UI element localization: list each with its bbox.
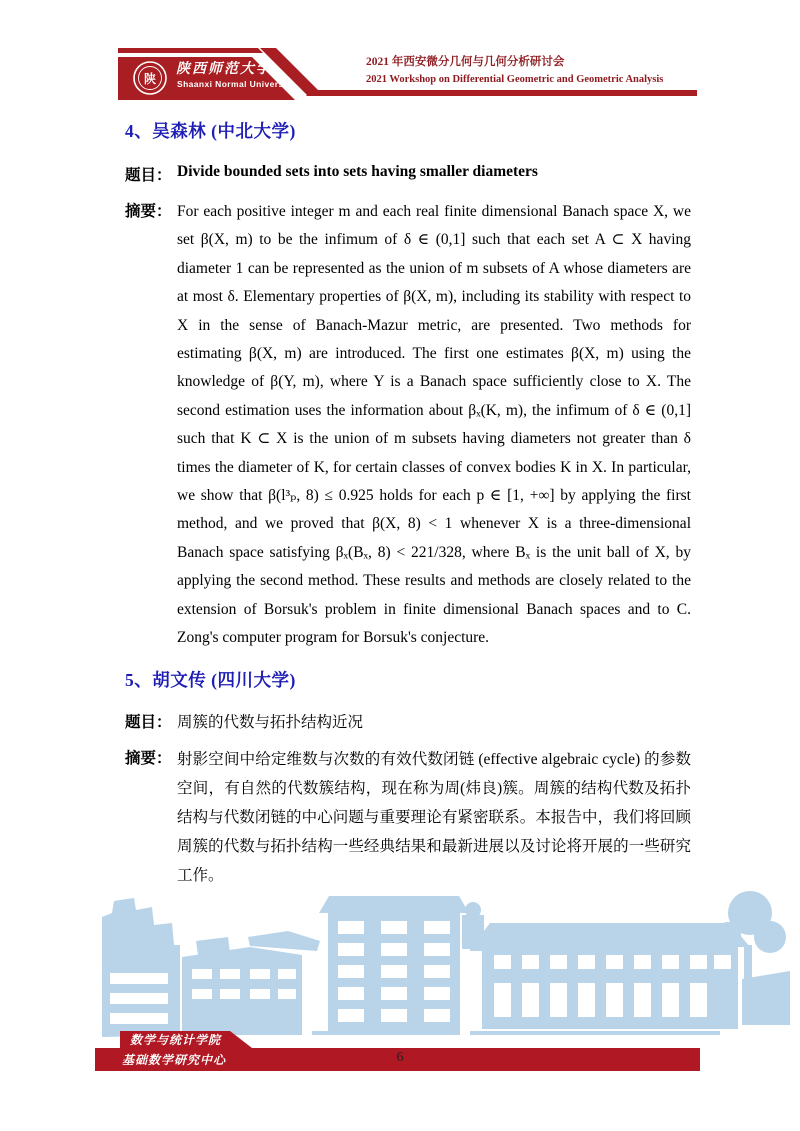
talk-title: Divide bounded sets into sets having smaller diameters: [177, 163, 538, 180]
speaker-heading: 5、胡文传 (四川大学): [125, 669, 296, 690]
footer-institute-line2: 基础数学研究中心: [122, 1053, 227, 1067]
talk-section-4: [125, 118, 691, 653]
university-seal-icon: [134, 62, 166, 94]
abstract-row: [125, 745, 691, 890]
conference-title: [366, 54, 663, 88]
page-content: [125, 118, 691, 904]
title-label: 题目：: [125, 713, 172, 731]
page-number: 6: [396, 1050, 404, 1065]
footer-institute-line1: 数学与统计学院: [130, 1033, 222, 1047]
talk-section-5: [125, 667, 691, 890]
title-row: [125, 163, 691, 185]
conference-title-en: 2021 Workshop on Differential Geometric and Geometric Analysis: [366, 74, 664, 85]
abstract-text: For each positive integer m and each real finite dimensional Banach space X, we set β(X, m) to be the infimum of δ ∈ (0,1] such that each set A ⊂ X having diameter 1 can be represented as the union of m subsets of A whose diameters are at most δ. Elementary properties of β(X, m), including its stability with respect to X in the sense of Banach-Mazur metric, are presented. Two methods for estimating β(X, m) are introduced. The first one estimates β(X, m) using the knowledge of β(Y, m), where Y is a Banach space sufficiently close to X. The second estimation uses the information about βₓ(K, m), the infimum of δ ∈ (0,1] such that K ⊂ X is the union of m subsets having diameters not greater than δ times the diameter of K, for certain classes of convex bodies K in X. In particular, we show that β(l³ₚ, 8) ≤ 0.925 holds for each p ∈ [1, +∞] by applying the first method, and we proved that β(X, 8) < 1 whenever X is a three-dimensional Banach space satisfying βₓ(Bₓ, 8) < 221/328, where Bₓ is the unit ball of X, by applying the second method. These results and methods are closely related to the extension of Borsuk's problem in finite dimensional Banach spaces and to C. Zong's computer program for Borsuk's conjecture.: [177, 203, 691, 647]
abstract-row: [125, 198, 691, 653]
abstract-label: 摘要：: [125, 749, 172, 767]
svg-text:陕: 陕: [143, 72, 157, 86]
speaker-heading: 4、吴森林 (中北大学): [125, 121, 296, 141]
title-label: 题目：: [125, 167, 172, 184]
university-name-en: Shaanxi Normal University: [177, 79, 295, 89]
abstract-label: 摘要：: [125, 203, 172, 220]
talk-title: 周簇的代数与拓扑结构近况: [177, 713, 364, 731]
abstract-text: 射影空间中给定维数与次数的有效代数闭链 (effective algebraic cycle) 的参数空间，有自然的代数簇结构，现在称为周(炜良)簇。周簇的结构代数及拓扑结构与代数闭链的中心问题与重要理论有紧密联系。本报告中，我们将回顾周簇的代数与拓扑结构一些经典结果和最新进展以及讨论将开展的一些研究工作。: [177, 750, 691, 884]
title-row: [125, 710, 691, 732]
conference-title-cn: 2021 年西安微分几何与几何分析研讨会: [366, 56, 565, 68]
campus-building-watermark-image: [100, 883, 790, 1046]
university-name-cn: 陕西师范大学: [176, 62, 272, 77]
